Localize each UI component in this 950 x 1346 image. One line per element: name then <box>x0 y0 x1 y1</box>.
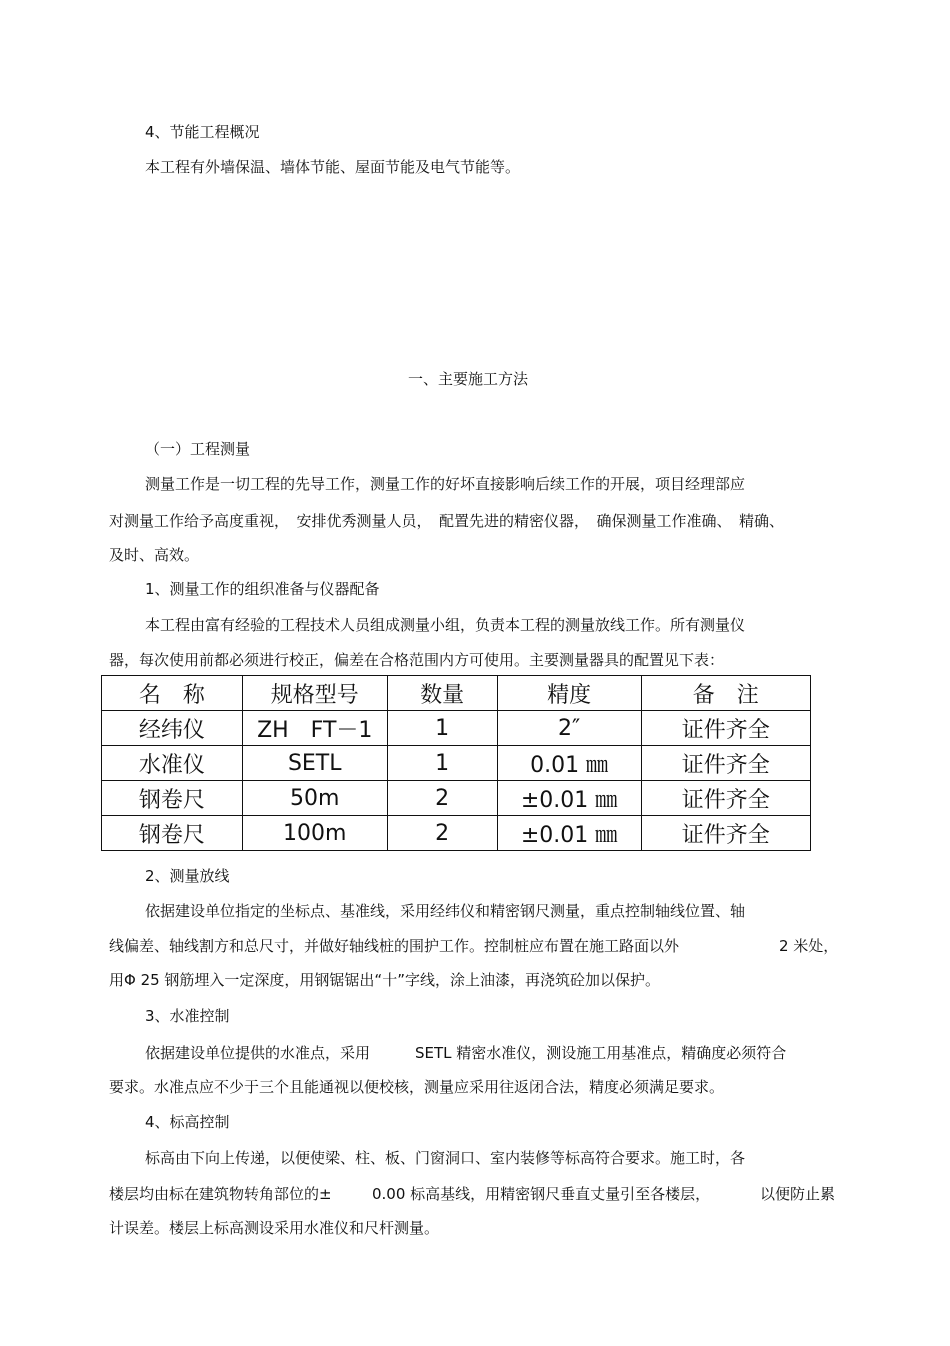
table-row <box>102 816 811 851</box>
paragraph-line: SETL 精密水准仪，测设施工用基准点，精确度必须符合 <box>415 1044 787 1062</box>
table-cell: 证件齐全 <box>641 816 810 851</box>
paragraph-line: 依据建设单位指定的坐标点、基准线，采用经纬仪和精密钢尺测量，重点控制轴线位置、轴 <box>145 902 746 920</box>
chapter-title: 一、主要施工方法 <box>408 370 529 388</box>
table-cell: SETL <box>242 746 387 781</box>
table-cell: 证件齐全 <box>641 711 810 746</box>
paragraph-line: 及时、高效。 <box>109 546 200 564</box>
table-row <box>102 746 811 781</box>
paragraph-line: 要求。水准点应不少于三个且能通视以便校核，测量应采用往返闭合法，精度必须满足要求。 <box>109 1078 725 1096</box>
item-heading: 2、测量放线 <box>145 867 230 885</box>
table-cell: 2 <box>387 781 497 816</box>
table-cell: 钢卷尺 <box>102 781 243 816</box>
table-cell: 100m <box>242 816 387 851</box>
paragraph-line: 依据建设单位提供的水准点，采用 <box>145 1044 371 1062</box>
item-heading: 1、测量工作的组织准备与仪器配备 <box>145 580 380 598</box>
subsection-heading: （一）工程测量 <box>145 440 251 458</box>
paragraph-line: 计误差。楼层上标高测设采用水准仪和尺杆测量。 <box>109 1219 440 1237</box>
paragraph-line: 标高由下向上传递，以便使梁、柱、板、门窗洞口、室内装修等标高符合要求。施工时，各 <box>145 1149 746 1167</box>
item-heading: 4、标高控制 <box>145 1113 230 1131</box>
table-cell: 证件齐全 <box>641 746 810 781</box>
header-name: 名 称 <box>102 676 243 711</box>
paragraph-line: 本工程由富有经验的工程技术人员组成测量小组，负责本工程的测量放线工作。所有测量仪 <box>145 616 746 634</box>
paragraph-line: 线偏差、轴线割方和总尺寸，并做好轴线桩的围护工作。控制桩应布置在施工路面以外 <box>109 937 680 955</box>
header-model: 规格型号 <box>242 676 387 711</box>
table-row <box>102 781 811 816</box>
table-cell: ±0.01 ㎜ <box>497 781 641 816</box>
paragraph-line: 楼层均由标在建筑物转角部位的± <box>109 1185 332 1203</box>
paragraph-line: 器，每次使用前都必须进行校正，偏差在合格范围内方可使用。主要测量器具的配置见下表： <box>109 651 725 669</box>
table-cell: 钢卷尺 <box>102 816 243 851</box>
table-cell: 1 <box>387 746 497 781</box>
table-cell: 1 <box>387 711 497 746</box>
header-precision: 精度 <box>497 676 641 711</box>
paragraph-line: 对测量工作给予高度重视， 安排优秀测量人员， 配置先进的精密仪器， 确保测量工作准确、 精确、 <box>109 512 785 530</box>
table-cell: 经纬仪 <box>102 711 243 746</box>
section-paragraph: 本工程有外墙保温、墙体节能、屋面节能及电气节能等。 <box>145 158 521 176</box>
paragraph-line: 测量工作是一切工程的先导工作，测量工作的好坏直接影响后续工作的开展，项目经理部应 <box>145 475 746 493</box>
paragraph-line: 0.00 标高基线，用精密钢尺垂直丈量引至各楼层， <box>372 1185 711 1203</box>
table-cell: 水准仪 <box>102 746 243 781</box>
table-cell: 0.01 ㎜ <box>497 746 641 781</box>
paragraph-line: 以便防止累 <box>760 1185 836 1203</box>
paragraph-line: 2 米处， <box>779 937 839 955</box>
table-cell: 2 <box>387 816 497 851</box>
table-cell: 证件齐全 <box>641 781 810 816</box>
table-cell: 50m <box>242 781 387 816</box>
table-cell: ZH FT－1 <box>242 711 387 746</box>
equipment-table <box>101 675 811 851</box>
header-quantity: 数量 <box>387 676 497 711</box>
table-row <box>102 711 811 746</box>
header-remark: 备 注 <box>641 676 810 711</box>
table-cell: 2″ <box>497 711 641 746</box>
paragraph-line: 用Φ 25 钢筋埋入一定深度，用钢锯锯出“十”字线，涂上油漆，再浇筑砼加以保护。 <box>109 971 660 989</box>
table-header-row <box>102 676 811 711</box>
item-heading: 3、水准控制 <box>145 1007 230 1025</box>
table-cell: ±0.01 ㎜ <box>497 816 641 851</box>
section-heading: 4、节能工程概况 <box>145 123 260 141</box>
